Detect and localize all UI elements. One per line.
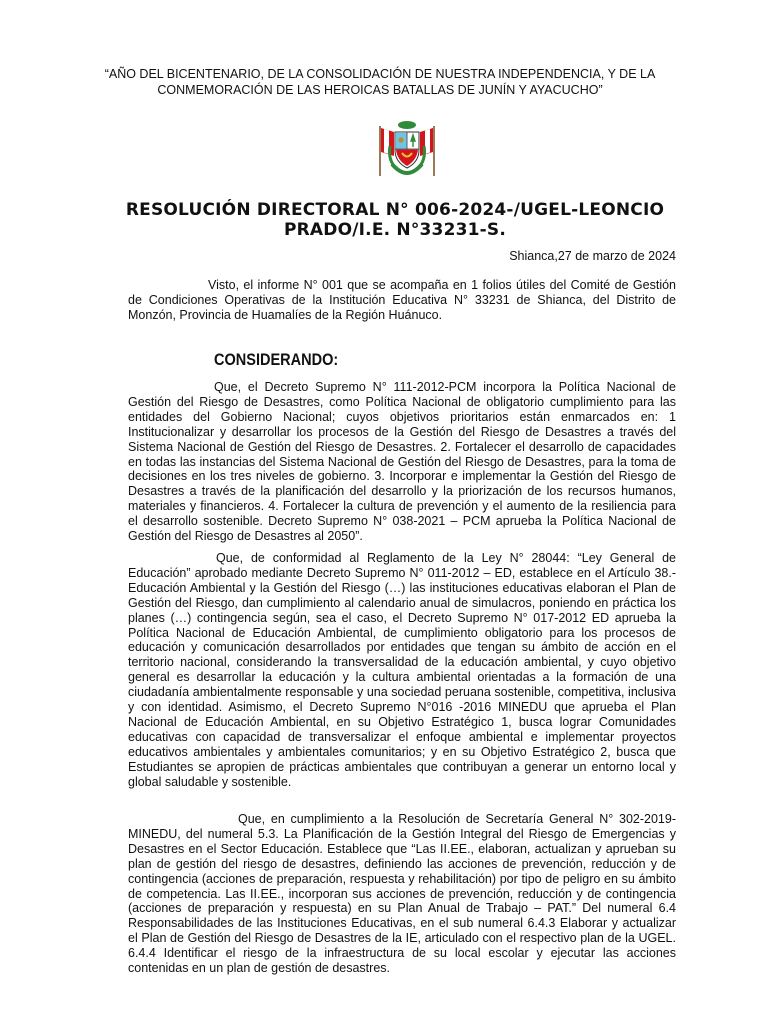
considerando-paragraph: Que, el Decreto Supremo N° 111-2012-PCM incorpora la Política Nacional de Gestión del Riesgo de Desastres, como Política Nacional de obligatorio cumplimiento para las entidades del Gobierno Nacional; cuyos objetivos prioritarios están enmarcados en: 1 Institucionalizar y desarrollar los procesos de la Gestión del Riesgo de Desastres a través del Sistema Nacional de Gestión del Riesgo de Desastres. 2. Fortalecer el desarrollo de capacidades en todas las instancias del Sistema Nacional de Gestión del Riesgo de Desastres, para la toma de decisiones en los tres niveles de gobierno. 3. Incorporar e implementar la Gestión del Riesgo de Desastres a través de la planificación del desarrollo y la priorización de los recursos humanos, materiales y financieros. 4. Fortalecer la cultura de prevención y el aumento de la resiliencia para el desarrollo sostenible. Decreto Supremo N° 038-2021 – PCM aprueba la Política Nacional de Gestión del Riesgo de Desastres al 2050”. [128,380,676,544]
peru-coat-of-arms-icon [372,116,442,186]
resolution-date: Shianca,27 de marzo de 2024 [509,249,676,263]
bicentennial-motto: “AÑO DEL BICENTENARIO, DE LA CONSOLIDACIÓN DE NUESTRA INDEPENDENCIA, Y DE LA CONMEMORACIÓN DE LAS HEROICAS BATALLAS DE JUNÍN Y AYACUCHO” [104,67,656,97]
considerando-heading: CONSIDERANDO: [214,351,339,369]
resolution-title: RESOLUCIÓN DIRECTORAL N° 006-2024-/UGEL-LEONCIO PRADO/I.E. N°33231-S. [125,200,665,240]
visto-paragraph: Visto, el informe N° 001 que se acompaña en 1 folios útiles del Comité de Gestión de Condiciones Operativas de la Institución Educativa N° 33231 de Shianca, del Distrito de Monzón, Provincia de Huamalíes de la Región Huánuco. [128,278,676,322]
considerando-paragraph: Que, en cumplimiento a la Resolución de Secretaría General N° 302-2019-MINEDU, del numeral 5.3. La Planificación de la Gestión Integral del Riesgo de Emergencias y Desastres en el Sector Educación. Establece que “Las II.EE., elaboran, actualizan y aprueban su plan de gestión del riesgo de desastres, definiendo las acciones de prevención, reducción y de contingencia (acciones de preparación, respuesta y rehabilitación) por tipo de peligro en su ámbito de competencia. Las II.EE., incorporan sus acciones de prevención, reducción y de contingencia (acciones de preparación y respuesta) en su Plan Anual de Trabajo – PAT.” Del numeral 6.4 Responsabilidades de las Instituciones Educativas, en el sub numeral 6.4.3 Elaborar y actualizar el Plan de Gestión del Riesgo de Desastres de la IE, articulado con el respectivo plan de la UGEL. 6.4.4 Identificar el riesgo de la infraestructura de su local escolar y ejecutar las acciones contenidas en un plan de gestión de desastres. [128,812,676,976]
considerando-paragraph: Que, de conformidad al Reglamento de la Ley N° 28044: “Ley General de Educación” aprobado mediante Decreto Supremo N° 011-2012 – ED, establece en el Artículo 38.- Educación Ambiental y la Gestión del Riesgo (…) las instituciones educativas elaboran el Plan de Gestión del Riesgo, dan cumplimiento al calendario anual de simulacros, poniendo en práctica los planes (…) contingencia según, sea el caso, el Decreto Supremo N° 017-2012 ED aprueba la Política Nacional de Educación Ambiental, de cumplimiento obligatorio para los procesos de educación y comunicación desarrollados por entidades que tengan su ámbito de acción en el territorio nacional, considerando la transversalidad de la educación ambiental, y cuyo objetivo general es desarrollar la educación y la cultura ambiental orientadas a la formación de una ciudadanía ambientalmente responsable y una sociedad peruana sostenible, competitiva, inclusiva y con identidad. Asimismo, el Decreto Supremo N°016 -2016 MINEDU que aprueba el Plan Nacional de Educación Ambiental, en su Objetivo Estratégico 1, busca lograr Comunidades educativas con capacidad de transversalizar el enfoque ambiental e implementar proyectos educativos ambientales y ambientales comunitarios; y en su Objetivo Estratégico 2, busca que Estudiantes se apropien de prácticas ambientales que contribuyan a generar un entorno local y global saludable y sostenible. [128,551,676,789]
